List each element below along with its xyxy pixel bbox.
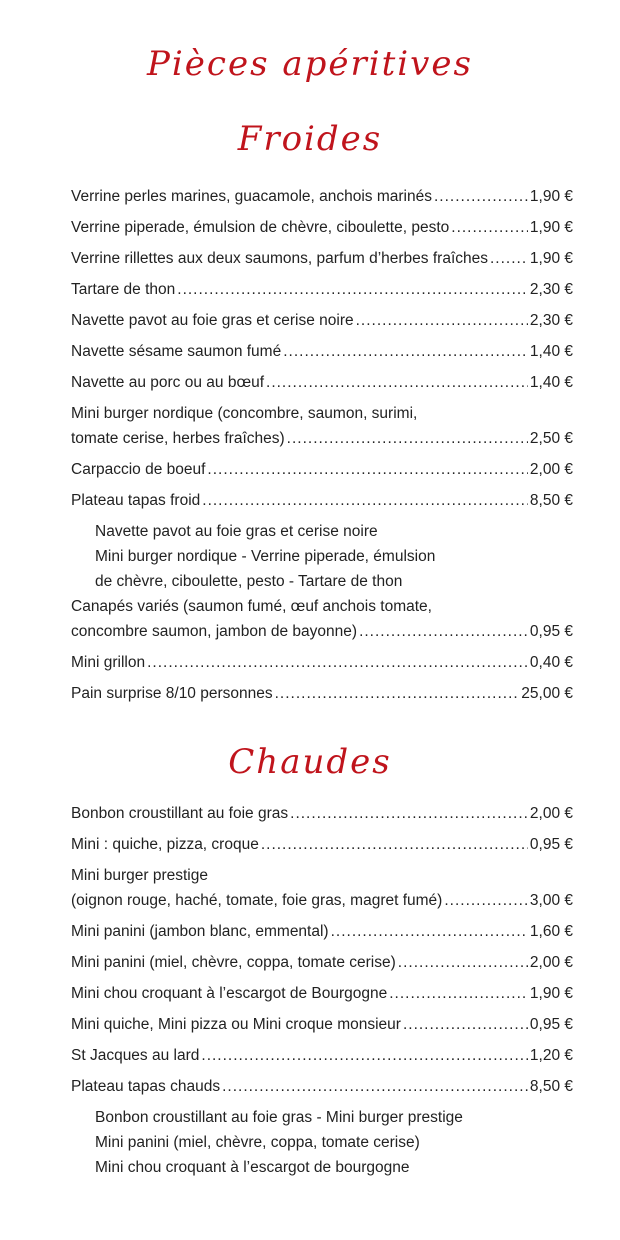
menu-item-name: Mini chou croquant à l’escargot de Bourgogne <box>71 985 388 1002</box>
menu-item-price: 2,30 € <box>529 312 573 329</box>
dot-leader <box>201 1043 528 1068</box>
menu-item <box>71 950 573 975</box>
dot-leader <box>290 801 528 826</box>
menu-item-price: 0,40 € <box>529 654 573 671</box>
dot-leader <box>177 277 528 302</box>
menu-item-name: St Jacques au lard <box>71 1047 200 1064</box>
menu-item-price: 2,30 € <box>529 281 573 298</box>
dot-leader <box>359 619 528 644</box>
plateau-detail-line: Navette pavot au foie gras et cerise noire <box>95 523 378 540</box>
menu-item-name: tomate cerise, herbes fraîches) <box>71 430 285 447</box>
dot-leader <box>207 457 527 482</box>
plateau-detail-line: Mini panini (miel, chèvre, coppa, tomate cerise) <box>95 1134 420 1151</box>
dot-leader <box>331 919 528 944</box>
menu-item-price: 1,90 € <box>529 250 573 267</box>
menu-item-price: 0,95 € <box>529 1016 573 1033</box>
menu-item-price: 1,20 € <box>529 1047 573 1064</box>
menu-item <box>71 457 573 482</box>
menu-item <box>71 215 573 240</box>
plateau-detail-line: de chèvre, ciboulette, pesto - Tartare de thon <box>95 573 403 590</box>
menu-item-price: 0,95 € <box>529 623 573 640</box>
menu-item-price: 1,40 € <box>529 343 573 360</box>
dot-leader <box>283 339 528 364</box>
plateau-detail-line: Mini burger nordique - Verrine piperade, émulsion <box>95 548 436 565</box>
menu-item-name: Mini panini (jambon blanc, emmental) <box>71 923 329 940</box>
menu-item-name: Mini quiche, Mini pizza ou Mini croque monsieur <box>71 1016 401 1033</box>
menu-item-price: 1,40 € <box>529 374 573 391</box>
menu-item-name: Plateau tapas chauds <box>71 1078 221 1095</box>
menu-item-name: Navette pavot au foie gras et cerise noire <box>71 312 354 329</box>
menu-item <box>71 339 573 364</box>
menu-item <box>71 919 573 944</box>
dot-leader <box>202 488 528 513</box>
dot-leader <box>444 888 528 913</box>
menu-item <box>71 1043 573 1068</box>
menu-item-price: 2,00 € <box>529 461 573 478</box>
dot-leader <box>403 1012 528 1037</box>
menu-list-chaudes <box>71 801 573 1180</box>
menu-item-name: Plateau tapas froid <box>71 492 201 509</box>
menu-item <box>71 370 573 395</box>
menu-item-name: Mini grillon <box>71 654 146 671</box>
dot-leader <box>266 370 528 395</box>
menu-item-price: 3,00 € <box>529 892 573 909</box>
menu-item-name: Pain surprise 8/10 personnes <box>71 685 273 702</box>
dot-leader <box>434 184 528 209</box>
dot-leader <box>275 681 520 706</box>
menu-item-price: 8,50 € <box>529 492 573 509</box>
menu-item-price: 1,90 € <box>529 219 573 236</box>
menu-item <box>71 308 573 333</box>
menu-item-price: 2,00 € <box>529 805 573 822</box>
dot-leader <box>356 308 528 333</box>
menu-item-name: concombre saumon, jambon de bayonne) <box>71 623 358 640</box>
menu-item-name: Navette sésame saumon fumé <box>71 343 282 360</box>
menu-item-name: Verrine piperade, émulsion de chèvre, ciboulette, pesto <box>71 219 450 236</box>
menu-item-price: 1,60 € <box>529 923 573 940</box>
menu-item-price: 25,00 € <box>521 685 573 702</box>
menu-item <box>71 981 573 1006</box>
menu-item-name: Navette au porc ou au bœuf <box>71 374 265 391</box>
plateau-chaud-details <box>71 1105 573 1180</box>
section-heading-froides: Froides <box>237 119 383 159</box>
menu-item-price: 1,90 € <box>529 188 573 205</box>
dot-leader <box>398 950 528 975</box>
plateau-detail-line: Bonbon croustillant au foie gras - Mini burger prestige <box>95 1109 463 1126</box>
menu-item-price: 1,90 € <box>529 985 573 1002</box>
page-title: Pièces apéritives <box>147 44 473 84</box>
menu-item <box>71 246 573 271</box>
menu-item <box>71 832 573 857</box>
menu-item-price: 0,95 € <box>529 836 573 853</box>
menu-item-name: Verrine rillettes aux deux saumons, parfum d’herbes fraîches <box>71 250 488 267</box>
menu-item-name: (oignon rouge, haché, tomate, foie gras, magret fumé) <box>71 892 443 909</box>
menu-item <box>71 801 573 826</box>
menu-item <box>71 863 573 913</box>
dot-leader <box>389 981 528 1006</box>
menu-list-froides <box>71 184 573 712</box>
plateau-froid-details <box>71 519 573 594</box>
menu-item-description: Mini burger nordique (concombre, saumon, surimi, <box>71 405 418 422</box>
menu-item-price: 8,50 € <box>529 1078 573 1095</box>
menu-item <box>71 1012 573 1037</box>
menu-item-name: Bonbon croustillant au foie gras <box>71 805 289 822</box>
menu-item <box>71 277 573 302</box>
menu-item-description: Canapés variés (saumon fumé, œuf anchois tomate, <box>71 598 432 615</box>
menu-item <box>71 1074 573 1099</box>
menu-item-price: 2,00 € <box>529 954 573 971</box>
menu-item-name: Carpaccio de boeuf <box>71 461 206 478</box>
menu-item-name: Mini : quiche, pizza, croque <box>71 836 259 853</box>
menu-item-name: Verrine perles marines, guacamole, anchois marinés <box>71 188 432 205</box>
menu-item <box>71 488 573 513</box>
menu-item-price: 2,50 € <box>529 430 573 447</box>
menu-item <box>71 401 573 451</box>
menu-item-name: Mini panini (miel, chèvre, coppa, tomate cerise) <box>71 954 396 971</box>
menu-item-description: Mini burger prestige <box>71 867 208 884</box>
dot-leader <box>222 1074 528 1099</box>
menu-item <box>71 681 573 706</box>
menu-item <box>71 650 573 675</box>
dot-leader <box>490 246 528 271</box>
dot-leader <box>261 832 528 857</box>
plateau-detail-line: Mini chou croquant à l’escargot de bourgogne <box>95 1159 410 1176</box>
section-heading-chaudes: Chaudes <box>228 742 392 782</box>
menu-item <box>71 184 573 209</box>
dot-leader <box>451 215 528 240</box>
menu-item-name: Tartare de thon <box>71 281 176 298</box>
menu-item <box>71 594 573 644</box>
dot-leader <box>147 650 528 675</box>
dot-leader <box>287 426 528 451</box>
